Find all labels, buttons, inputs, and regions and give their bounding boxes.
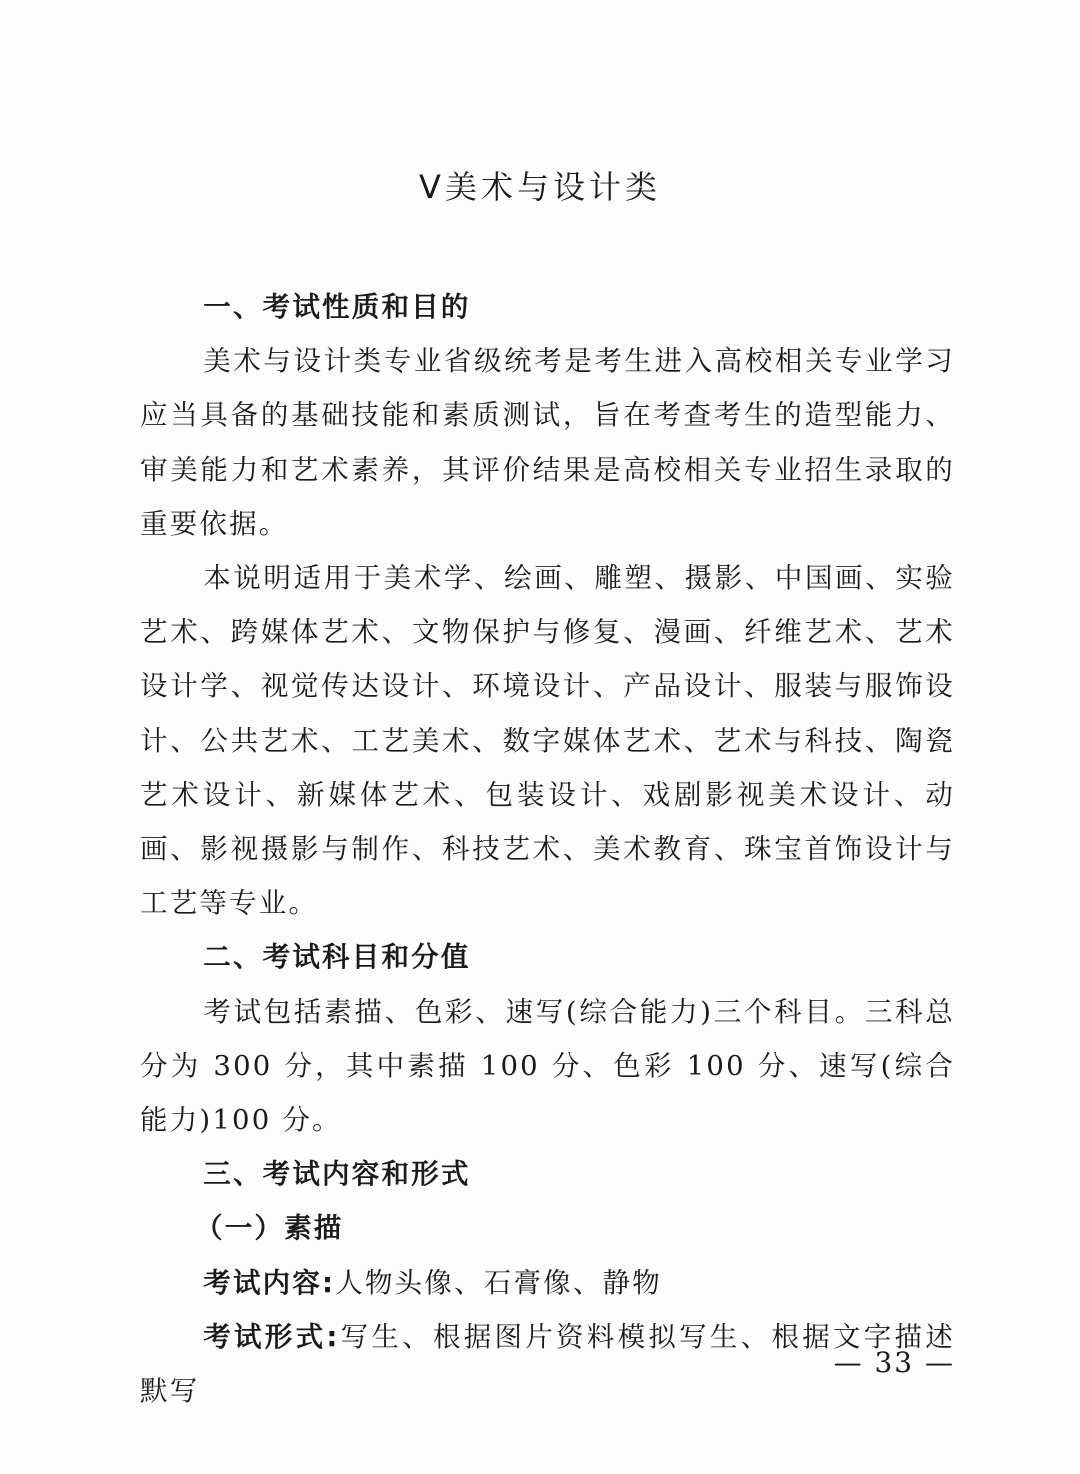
section-1-heading: 一、考试性质和目的	[203, 291, 471, 323]
section-2-heading: 二、考试科目和分值	[203, 941, 471, 974]
exam-content-line	[140, 1256, 955, 1310]
exam-content-text: 人物头像、石膏像、静物	[335, 1266, 662, 1299]
section-1-paragraph-1: 美术与设计类专业省级统考是考生进入高校相关专业学习应当具备的基础技能和素质测试，旨在考查考生的造型能力、审美能力和艺术素养，其评价结果是高校相关专业招生录取的重要依据。	[140, 345, 955, 540]
exam-content-label: 考试内容:	[203, 1266, 336, 1299]
exam-form-label: 考试形式:	[203, 1320, 340, 1353]
exam-form-text: 写生、根据图片资料模拟写生、根据文字描述默写	[140, 1320, 956, 1408]
page-title: Ⅴ美术与设计类	[419, 168, 661, 206]
section-3-heading: 三、考试内容和形式	[203, 1158, 471, 1191]
section-1-paragraph-2: 本说明适用于美术学、绘画、雕塑、摄影、中国画、实验艺术、跨媒体艺术、文物保护与修复、漫画、纤维艺术、艺术设计学、视觉传达设计、环境设计、产品设计、服装与服饰设计、公共艺术、工艺美术、数字媒体艺术、艺术与科技、陶瓷艺术设计、新媒体艺术、包装设计、戏剧影视美术设计、动画、影视摄影与制作、科技艺术、美术教育、珠宝首饰设计与工艺等专业。	[140, 562, 955, 920]
section-2-paragraph-1: 考试包括素描、色彩、速写(综合能力)三个科目。三科总分为 300 分，其中素描 100 分、色彩 100 分、速写(综合能力)100 分。	[140, 995, 955, 1137]
page-number: — 33 —	[833, 1346, 955, 1379]
document-body	[140, 280, 955, 1418]
subsection-sketch-heading: （一）素描	[195, 1212, 344, 1245]
